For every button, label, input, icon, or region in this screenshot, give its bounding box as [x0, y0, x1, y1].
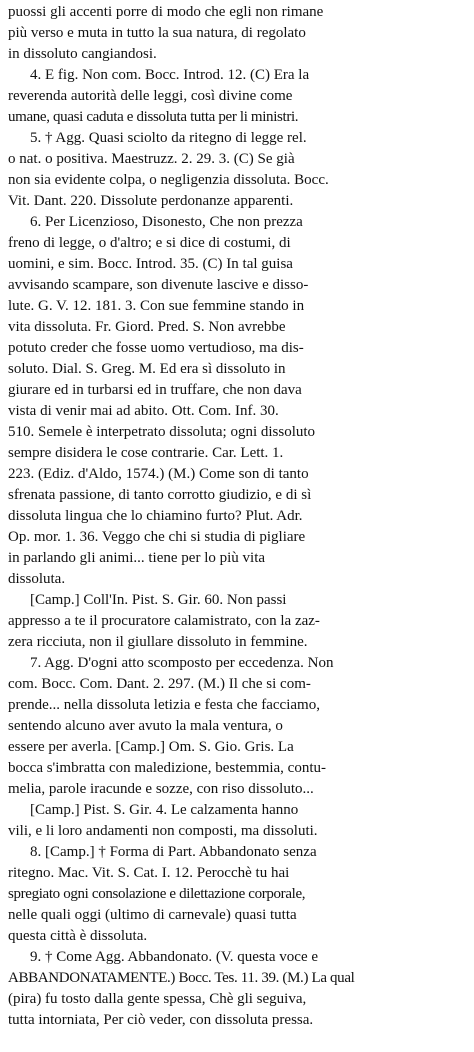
text-line: essere per averla. [Camp.] Om. S. Gio. Gris. La	[8, 739, 294, 755]
camp-citation-start: [Camp.] Coll'In. Pist. S. Gir. 60. Non passi	[30, 592, 287, 608]
text-line: spregiato ogni consolazione e dilettazione corporale,	[8, 886, 306, 902]
text-line: zera ricciuta, non il giullare dissoluto in femmine.	[8, 634, 308, 650]
text-line: vili, e li loro andamenti non composti, ma dissoluti.	[8, 823, 318, 839]
text-line: in parlando gli animi... tiene per lo più vita	[8, 550, 266, 566]
text-line: dissoluta.	[8, 571, 66, 587]
text-line: nelle quali oggi (ultimo di carnevale) quasi tutta	[8, 907, 297, 923]
text-line: melia, parole iracunde e sozze, con riso dissoluto...	[8, 781, 314, 797]
camp-citation-start: [Camp.] Pist. S. Gir. 4. Le calzamenta hanno	[30, 802, 299, 818]
text-line: giurare ed in turbarsi ed in truffare, che non dava	[8, 382, 302, 398]
text-line: sempre disidera le cose contrarie. Car. Lett. 1.	[8, 445, 284, 461]
text-line: umane, quasi caduta e dissoluta tutta per li ministri.	[8, 109, 299, 125]
text-line: puossi gli accenti porre di modo che egli non rimane	[8, 4, 324, 20]
text-line: o nat. o positiva. Maestruzz. 2. 29. 3. (C) Se già	[8, 151, 295, 167]
text-line: com. Bocc. Com. Dant. 2. 297. (M.) Il che si com-	[8, 676, 311, 692]
text-line: vita dissoluta. Fr. Giord. Pred. S. Non avrebbe	[8, 319, 286, 335]
entry-7-start: 7. Agg. D'ogni atto scomposto per eccedenza. Non	[30, 655, 334, 671]
text-line: soluto. Dial. S. Greg. M. Ed era sì dissoluto in	[8, 361, 286, 377]
entry-4-start: 4. E fig. Non com. Bocc. Introd. 12. (C) Era la	[30, 67, 310, 83]
text-line: sfrenata passione, di tanto corrotto giudizio, e di sì	[8, 487, 312, 503]
text-line: lute. G. V. 12. 181. 3. Con sue femmine stando in	[8, 298, 305, 314]
text-line: reverenda autorità delle leggi, così divine come	[8, 88, 293, 104]
text-line: vista di venir mai ad abito. Ott. Com. Inf. 30.	[8, 403, 279, 419]
text-line: Vit. Dant. 220. Dissolute perdonanze apparenti.	[8, 193, 294, 209]
text-line: (pira) fu tosto dalla gente spessa, Chè gli seguiva,	[8, 991, 307, 1007]
text-line: questa città è dissoluta.	[8, 928, 148, 944]
entry-8-start: 8. [Camp.] † Forma di Part. Abbandonato senza	[30, 844, 317, 860]
entry-5-start: 5. † Agg. Quasi sciolto da ritegno di legge rel.	[30, 130, 307, 146]
dictionary-page	[8, 2, 468, 1048]
text-line: dissoluta lingua che lo chiamino furto? Plut. Adr.	[8, 508, 303, 524]
text-line: in dissoluto cangiandosi.	[8, 46, 157, 62]
text-line: appresso a te il procuratore calamistrato, con la zaz-	[8, 613, 320, 629]
text-line: Op. mor. 1. 36. Veggo che chi si studia di pigliare	[8, 529, 306, 545]
text-line: tutta intorniata, Per ciò veder, con dissoluta pressa.	[8, 1012, 314, 1028]
text-line: bocca s'imbratta con maledizione, bestemmia, contu-	[8, 760, 327, 776]
entry-6-start: 6. Per Licenzioso, Disonesto, Che non prezza	[30, 214, 303, 230]
text-line: non sia evidente colpa, o negligenzia dissoluta. Bocc.	[8, 172, 329, 188]
text-line: freno di legge, o d'altro; e si dice di costumi, di	[8, 235, 291, 251]
text-line: sentendo alcuno aver avuto la mala ventura, o	[8, 718, 283, 734]
text-line: 223. (Ediz. d'Aldo, 1574.) (M.) Come son di tanto	[8, 466, 309, 482]
text-line: 510. Semele è interpetrato dissoluta; ogni dissoluto	[8, 424, 316, 440]
text-line: avvisando scampare, son divenute lascive e disso-	[8, 277, 309, 293]
text-line: ritegno. Mac. Vit. S. Cat. I. 12. Perocchè tu hai	[8, 865, 290, 881]
text-line: più verso e muta in tutto la sua natura, di regolato	[8, 25, 306, 41]
entry-9-start: 9. † Come Agg. Abbandonato. (V. questa voce e	[30, 949, 319, 965]
text-line: uomini, e sim. Bocc. Introd. 35. (C) In tal guisa	[8, 256, 293, 272]
text-line: ABBANDONATAMENTE.) Bocc. Tes. 11. 39. (M.) La qual	[8, 970, 355, 986]
text-line: prende... nella dissoluta letizia e festa che facciamo,	[8, 697, 320, 713]
text-line: potuto creder che fosse uomo vertudioso, ma dis-	[8, 340, 304, 356]
